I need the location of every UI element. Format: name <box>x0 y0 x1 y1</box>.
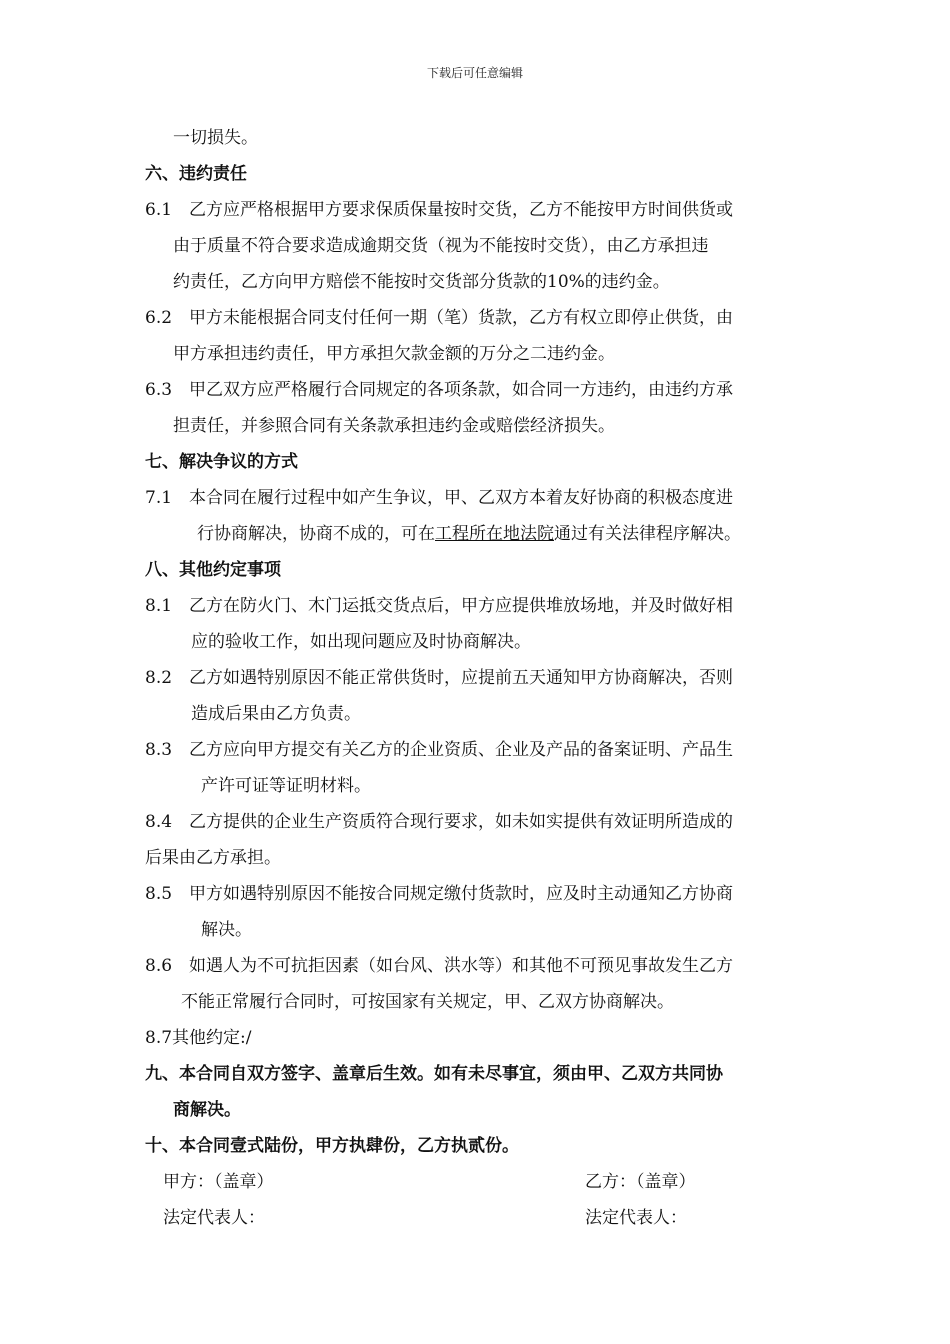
section-heading-10: 十、本合同壹式陆份，甲方执肆份，乙方执贰份。 <box>145 1136 519 1156</box>
section-heading-9-cont: 商解决。 <box>173 1100 241 1120</box>
clause-7-1-cont <box>145 516 810 552</box>
clause-6-1-cont: 由于质量不符合要求造成逾期交货（视为不能按时交货），由乙方承担违 <box>173 236 709 256</box>
clause-8-3-cont: 产许可证等证明材料。 <box>201 776 371 796</box>
signature-row-rep <box>145 1200 810 1236</box>
section-heading-8: 八、其他约定事项 <box>145 560 281 580</box>
signature-row-seal <box>145 1164 810 1200</box>
party-b-representative: 法定代表人： <box>585 1208 687 1228</box>
section-heading-9: 九、本合同自双方签字、盖章后生效。如有未尽事宜，须由甲、乙双方共同协 <box>145 1064 723 1084</box>
clause-6-1: 6.1 乙方应严格根据甲方要求保质保量按时交货，乙方不能按甲方时间供货或 <box>145 200 734 220</box>
clause-8-5: 8.5 甲方如遇特别原因不能按合同规定缴付货款时，应及时主动通知乙方协商 <box>145 884 734 904</box>
clause-8-1-cont: 应的验收工作，如出现问题应及时协商解决。 <box>191 632 531 652</box>
party-a-representative: 法定代表人： <box>163 1208 265 1228</box>
clause-8-3: 8.3 乙方应向甲方提交有关乙方的企业资质、企业及产品的备案证明、产品生 <box>145 740 734 760</box>
clause-6-1-cont: 约责任，乙方向甲方赔偿不能按时交货部分货款的10%的违约金。 <box>173 272 670 292</box>
party-a-seal: 甲方：（盖章） <box>163 1172 274 1192</box>
clause-8-6-cont: 不能正常履行合同时，可按国家有关规定，甲、乙双方协商解决。 <box>181 992 674 1012</box>
clause-8-5-cont: 解决。 <box>201 920 252 940</box>
text-span: 通过有关法律程序解决。 <box>554 524 741 544</box>
clause-6-3: 6.3 甲乙双方应严格履行合同规定的各项条款，如合同一方违约，由违约方承 <box>145 380 734 400</box>
clause-8-4-cont: 后果由乙方承担。 <box>145 848 281 868</box>
section-heading-6: 六、违约责任 <box>145 164 247 184</box>
section-heading-7: 七、解决争议的方式 <box>145 452 298 472</box>
party-b-seal: 乙方：（盖章） <box>585 1172 696 1192</box>
contract-body <box>145 120 810 1236</box>
clause-6-3-cont: 担责任，并参照合同有关条款承担违约金或赔偿经济损失。 <box>173 416 615 436</box>
clause-8-7: 8.7其他约定:/ <box>145 1028 252 1048</box>
clause-8-6: 8.6 如遇人为不可抗拒因素（如台风、洪水等）和其他不可预见事故发生乙方 <box>145 956 734 976</box>
text-span: 行协商解决，协商不成的，可在 <box>197 524 435 544</box>
underlined-court: 工程所在地法院 <box>435 524 554 544</box>
page-header-note: 下载后可任意编辑 <box>426 66 523 80</box>
clause-8-1: 8.1 乙方在防火门、木门运抵交货点后，甲方应提供堆放场地，并及时做好相 <box>145 596 734 616</box>
text-line: 一切损失。 <box>173 128 258 148</box>
clause-8-4: 8.4 乙方提供的企业生产资质符合现行要求，如未如实提供有效证明所造成的 <box>145 812 734 832</box>
clause-6-2: 6.2 甲方未能根据合同支付任何一期（笔）货款，乙方有权立即停止供货，由 <box>145 308 734 328</box>
clause-8-2-cont: 造成后果由乙方负责。 <box>191 704 361 724</box>
clause-7-1: 7.1 本合同在履行过程中如产生争议，甲、乙双方本着友好协商的积极态度进 <box>145 488 734 508</box>
clause-6-2-cont: 甲方承担违约责任，甲方承担欠款金额的万分之二违约金。 <box>173 344 615 364</box>
clause-8-2: 8.2 乙方如遇特别原因不能正常供货时，应提前五天通知甲方协商解决，否则 <box>145 668 734 688</box>
